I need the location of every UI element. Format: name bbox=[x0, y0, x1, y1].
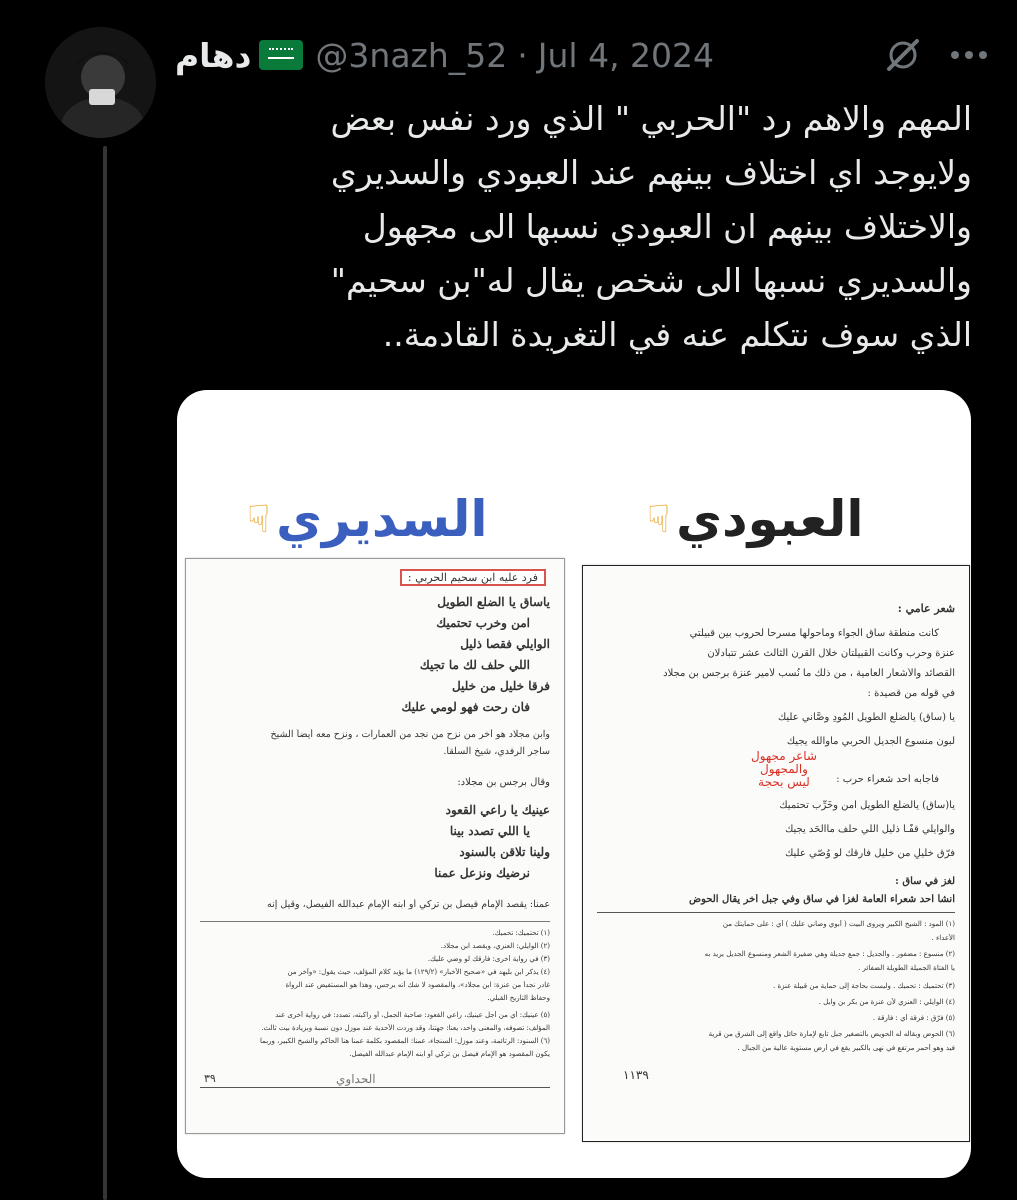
prose-line: وابن مجلاد هو آخر من نزح من نجد من العمارات ، ونزح معه أيضاً الشيخ bbox=[270, 729, 550, 740]
footnote: (١) تحتميك: تحميك. bbox=[492, 929, 550, 937]
prose-line: عمنا: يقصد الإمام فيصل بن تركي أو ابنه الإمام عبدالله الفيصل، وقيل إنه bbox=[267, 899, 550, 910]
avatar[interactable] bbox=[45, 27, 156, 138]
display-name[interactable]: دهام bbox=[175, 35, 252, 75]
prose-line: كانت منطقة ساق الجواء وماحولها مسرحاً لحروب بين قبيلتي bbox=[689, 628, 939, 639]
footnote: وحفاظ التاريخ القبلي. bbox=[487, 994, 550, 1002]
pointing-down-icon: ☟ bbox=[247, 497, 271, 541]
avatar-photo bbox=[45, 27, 156, 138]
verse-line: والوايلي قفَّـا ذليل اللي حلف ماالحَد يجيك bbox=[785, 824, 955, 835]
footnote: (٤) يذكر ابن بليهد في «صحيح الأخبار» (١٢٩/٢) ما يؤيد كلام المؤلف، حيث يقول: «وآخر من bbox=[287, 968, 550, 976]
prose-line: وقال برجس بن مجلاد: bbox=[457, 777, 550, 788]
verse-line: يا (ساق) يالضلع الطويل الْمُودِ وصَّاني عليك bbox=[777, 712, 955, 723]
verse-line: الوايلي فقصا ذليل bbox=[460, 637, 550, 651]
verse-line: فرقا خليل من خليل bbox=[451, 679, 550, 693]
verse-line: ياساق يا الضلع الطويل bbox=[437, 595, 550, 609]
left-heading bbox=[247, 490, 488, 548]
prose-line: القصائد والأشعار العامية ، من ذلك ما نُسب لأمير عنزة برجس بن مجلاد bbox=[663, 668, 955, 679]
verse-line: يا اللي تصدد بينا bbox=[449, 824, 530, 838]
footnote: (٢) الوايلي: العنزي، ويقصد ابن مجلاد. bbox=[440, 942, 550, 950]
handwritten-annotation: شاعر مجهول والمجهول ليس بحجة bbox=[751, 749, 817, 789]
tweet-header bbox=[175, 30, 989, 80]
highlight-box: فرد عليه ابن سحيم الحربي : bbox=[400, 569, 546, 586]
verse-line: اللي حلف لك ما تجيك bbox=[419, 658, 530, 672]
prose-line: عنزة وحرب وكانت القبيلتان خلال القرن الثالث عشر تتبادلان bbox=[707, 648, 955, 659]
verse-line: فان رحت فهو لومي عليك bbox=[401, 700, 530, 714]
verse-line: امن وخرب تحتميك bbox=[436, 616, 530, 630]
footnote: يكون المقصود هو الإمام فيصل بن تركي أو ابنه الإمام عبدالله الفيصل. bbox=[349, 1050, 550, 1058]
left-scanned-page bbox=[185, 558, 565, 1134]
footnote-divider bbox=[597, 912, 955, 913]
tweet-media-image[interactable] bbox=[177, 390, 971, 1178]
separator-dot: · bbox=[517, 35, 528, 75]
grok-slash-icon[interactable] bbox=[883, 35, 923, 75]
footnote: (٣) في رواية أخرى: فارقك لو وضي عليك. bbox=[427, 955, 550, 963]
footnote: يا الفتاة الجميلة الطويلة الضفائر . bbox=[858, 964, 955, 972]
riddle-line: أنشأ أحد شعراء العامة لغزاً في ساق وفي جبل آخر يقال الحوض bbox=[688, 894, 955, 905]
tweet-date[interactable]: Jul 4, 2024 bbox=[537, 35, 715, 75]
footnote: (٦) السنود: الرتائمة، وعند موزل: السنجاء، عمنا: المقصود بكلمة عمنا هنا الحاكم والشيخ الكبير، وربما bbox=[260, 1037, 550, 1045]
verse-line: نرضيك ونزعل عمنا bbox=[434, 866, 530, 880]
footer-rule bbox=[200, 1087, 550, 1088]
left-heading-text: السديري bbox=[276, 490, 488, 548]
section-title: شعر عامي : bbox=[897, 602, 955, 615]
verse-line: عينيك يا راعي القعود bbox=[445, 803, 550, 817]
footnote: فيد وهو أحمر مرتفع في نهى بالكبير يقع في أرض مستوية عالية من الجبال . bbox=[737, 1044, 955, 1052]
verse-line: فرّق خليلٍ من خليل فارقك لو وُصّي عليك bbox=[785, 848, 955, 859]
footnote: (٤) الوايلي : العنزي لأن عنزة من بكر بن وايل . bbox=[818, 998, 955, 1006]
footnote: (٣) تحتميك : تحميك . وليست بحاجة إلى حماية من قبيلة عنزة . bbox=[773, 982, 955, 990]
more-dots-icon[interactable] bbox=[949, 49, 989, 61]
user-handle[interactable]: @3nazh_52 bbox=[315, 35, 508, 75]
right-scanned-page bbox=[582, 565, 970, 1142]
reply-line: فأجابه أحد شعراء حرب : bbox=[836, 774, 939, 785]
footnote: (٦) الحوض وبقاله له الحويض بالتصغير جبل تابع لإمارة حائل واقع إلى الشرق من قرية bbox=[708, 1030, 955, 1038]
header-actions bbox=[883, 35, 989, 75]
prose-line: ساجر الرفدي، شيخ السلقا. bbox=[443, 746, 550, 757]
footnote-divider bbox=[200, 921, 550, 922]
tweet-text: المهم والاهم رد "الحربي " الذي ورد نفس بعض ولايوجد اي اختلاف بينهم عند العبودي والسديري والاختلاف بينهم ان العبودي نسبها الى مجهول والسديري نسبها الى شخص يقال له"بن سحيم" الذي سوف نتكلم عنه في التغريدة القادمة.. bbox=[330, 99, 972, 354]
verse-line: يا(ساق) يالضلع الطويل آمن وخَرِّب تحتميك bbox=[779, 800, 955, 811]
footnote: (١) المود : الشيخ الكبير ويروى البيت ( أبوي وصاني عليك ) أي : على حمايتك من bbox=[722, 920, 955, 928]
pointing-down-icon: ☟ bbox=[647, 497, 671, 541]
page-number: ٣٩ bbox=[204, 1072, 216, 1085]
right-heading-text: العبودي bbox=[676, 490, 864, 548]
riddle-title: لغز في ساق : bbox=[895, 876, 955, 887]
verse-line: ولينا تلاقن بالسنود bbox=[459, 845, 550, 859]
saudi-flag-icon bbox=[259, 40, 303, 70]
page-number: ١١٣٩ bbox=[623, 1068, 649, 1082]
verse-line: لبون منسوع الجديل الحربي ماوالله يجيك bbox=[786, 736, 955, 747]
footer-label: الحداوي bbox=[336, 1072, 376, 1086]
footnote: (٢) منسوع : مضفور . والجديل : جمع جديلة وهي ضفيرة الشعر ومنسوع الجديل يريد به bbox=[704, 950, 955, 958]
footnote: المؤلف: تصوفه، والمعنى واحد، يعنا: جهتنا، وقد وردت الأحدية عند موزل دون نسبة وبزيادة بيت ثالث. bbox=[261, 1024, 550, 1032]
footnote: (٥) عينيك: أي من أجل عينيك، راعي القعود: صاحبة الجمل، أو راكبته، تصدد: في رواية أخرى عند bbox=[275, 1011, 550, 1019]
thread-line bbox=[103, 146, 107, 1200]
right-heading bbox=[647, 490, 864, 548]
footnote: (٥) فرّق : فرقة أي : فارقة . bbox=[872, 1014, 955, 1022]
footnote: غادر نجداً من عنزة: ابن مجلاد»، والمقصود لا شك أنه برجس، وهذا هو المستفيض عند الرواة bbox=[285, 981, 550, 989]
footnote: الأعداء . bbox=[931, 934, 955, 942]
prose-line: في قوله من قصيدة : bbox=[867, 688, 955, 699]
